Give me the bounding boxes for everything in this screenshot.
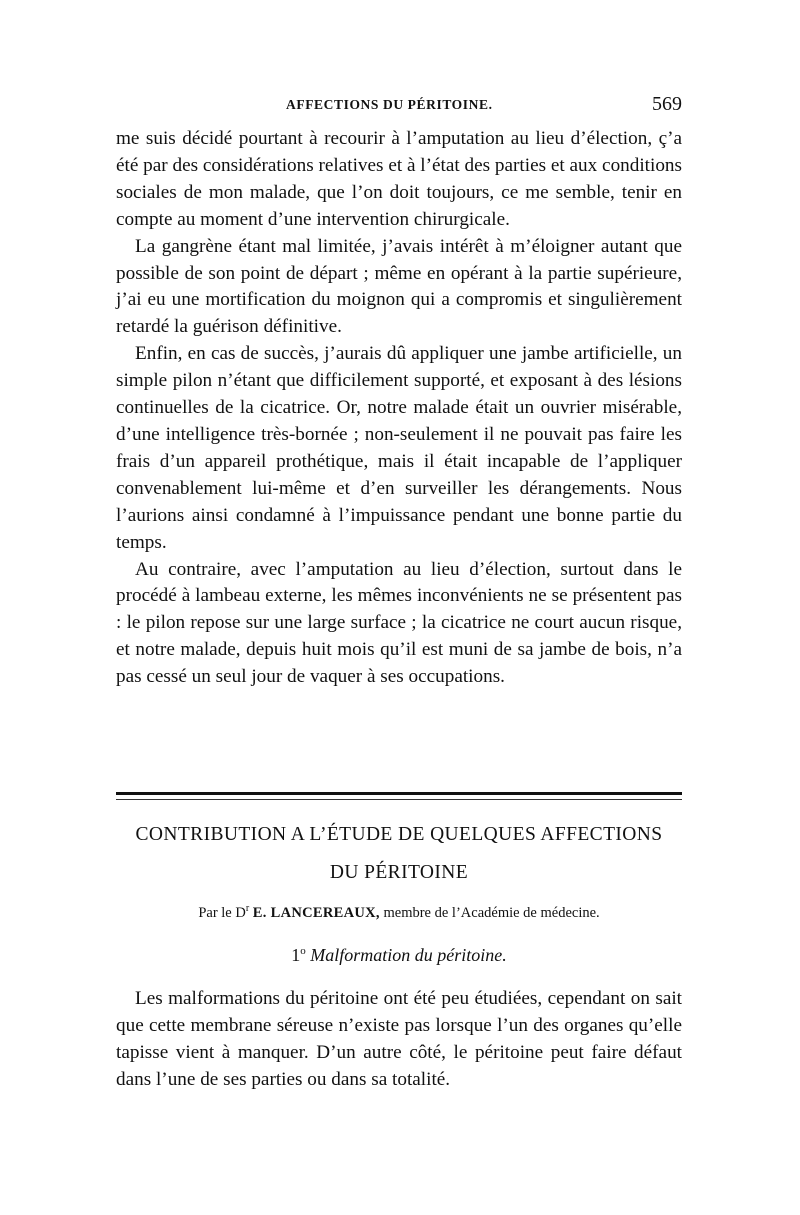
paragraph: La gangrène étant mal limitée, j’avais intérêt à m’éloigner autant que possible de son point de départ ; même en opérant à la partie supérieure, j’ai eu une mortification du moignon qui a compromis et singulièrement retardé la guérison définitive. xyxy=(116,235,682,338)
article-body xyxy=(116,986,682,1094)
byline-prefix-sup: r xyxy=(245,903,250,914)
section-number-sup: o xyxy=(300,945,306,957)
author-affiliation: membre de l’Académie de médecine. xyxy=(383,904,600,921)
section-title: Malformation du péritoine. xyxy=(310,945,507,965)
running-title: AFFECTIONS DU PÉRITOINE. xyxy=(286,97,493,112)
section-divider-thin xyxy=(116,799,682,800)
continued-text xyxy=(116,126,682,691)
section-number: 1 xyxy=(291,945,301,965)
paragraph: me suis décidé pourtant à recourir à l’amputation au lieu d’élection, ç’a été par des considérations relatives et à l’état des parties et aux conditions sociales de mon malade, que l’on doit toujours, ce me semble, tenir en compte au moment d’une intervention chirurgicale. xyxy=(116,128,682,230)
author-name: E. LANCEREAUX, xyxy=(252,904,380,921)
author-byline xyxy=(116,903,682,922)
paragraph: Enfin, en cas de succès, j’aurais dû appliquer une jambe artificielle, un simple pilon n’étant que difficilement supporté, et exposant à des lésions continuelles de la cicatrice. Or, notre malade était un ouvrier misérable, d’une intelligence très-bornée ; non-seulement il ne pouvait pas faire les frais d’un appareil prothétique, mais il était incapable de l’appliquer convenablement lui-même et d’en surveiller les dérangements. Nous l’aurions ainsi condamné à l’impuissance pendant une bonne partie du temps. xyxy=(116,343,682,553)
article-title-line-2: DU PÉRITOINE xyxy=(329,862,469,883)
section-divider-thick xyxy=(116,792,682,795)
running-head xyxy=(116,95,682,119)
byline-prefix: Par le D xyxy=(198,904,246,921)
paragraph: Les malformations du péritoine ont été peu étudiées, cependant on sait que cette membrane séreuse n’existe pas lorsque l’un des organes qu’elle tapisse vient à manquer. D’un autre côté, le péritoine peut faire défaut dans l’une de ses parties ou dans sa totalité. xyxy=(116,988,682,1090)
section-heading xyxy=(116,945,682,966)
page-number: 569 xyxy=(652,93,682,115)
article-title-line-1: CONTRIBUTION A L’ÉTUDE DE QUELQUES AFFECTIONS xyxy=(135,824,663,845)
paragraph: Au contraire, avec l’amputation au lieu d’élection, surtout dans le procédé à lambeau externe, les mêmes inconvénients ne se présentent pas : le pilon repose sur une large surface ; la cicatrice ne court aucun risque, et notre malade, depuis huit mois qu’il est muni de sa jambe de bois, n’a pas cessé un seul jour de vaquer à ses occupations. xyxy=(116,558,682,688)
